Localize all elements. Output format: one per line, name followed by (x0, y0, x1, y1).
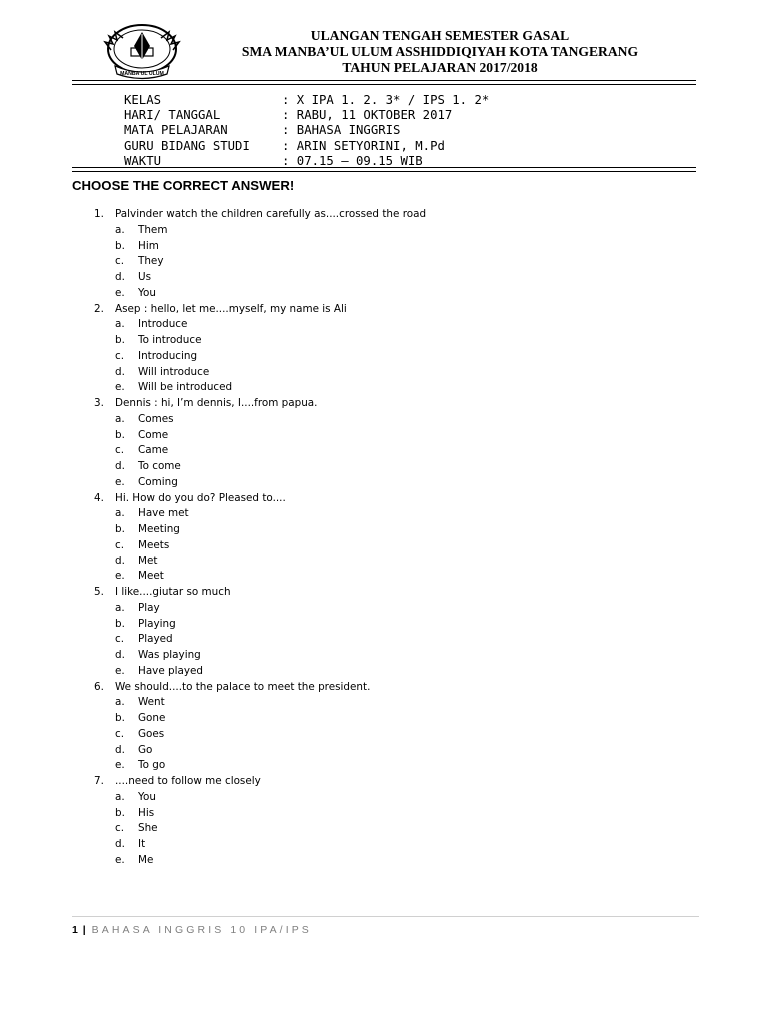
question-line (94, 207, 694, 223)
option-text: Went (138, 696, 165, 709)
question-number: 5. (94, 586, 104, 598)
answer-option (94, 821, 694, 837)
answer-option (94, 711, 694, 727)
option-letter: d. (115, 838, 125, 850)
info-value: : BAHASA INGGRIS (282, 123, 401, 138)
school-name: SMA MANBA’UL ULUM ASSHIDDIQIYAH KOTA TANGERANG (241, 44, 639, 59)
answer-option (94, 758, 694, 774)
answer-option (94, 443, 694, 459)
option-text: To introduce (138, 334, 202, 346)
option-letter: b. (115, 334, 125, 346)
answer-option (94, 727, 694, 743)
question-number: 2. (94, 302, 104, 315)
option-letter: c. (115, 538, 125, 551)
answer-option (94, 617, 694, 633)
option-letter: a. (115, 790, 125, 803)
answer-option (94, 254, 694, 270)
option-letter: c. (115, 349, 125, 362)
option-text: To go (138, 759, 166, 772)
answer-option (94, 790, 694, 806)
answer-option (94, 333, 694, 349)
option-letter: a. (115, 318, 125, 331)
answer-option (94, 286, 694, 302)
question-text: I like....giutar so much (115, 586, 231, 598)
option-letter: b. (115, 428, 125, 441)
option-letter: d. (115, 460, 125, 472)
question-line (94, 585, 694, 601)
info-label: HARI/ TANGGAL (124, 108, 221, 123)
option-text: Played (138, 633, 173, 646)
option-text: Playing (138, 617, 176, 630)
info-label: WAKTU (124, 153, 162, 168)
page-footer (72, 924, 312, 936)
option-letter: b. (115, 239, 125, 252)
info-label: GURU BIDANG STUDI (124, 138, 250, 153)
info-row-subject (124, 123, 489, 138)
answer-option (94, 239, 694, 255)
answer-option (94, 664, 694, 680)
answer-option (94, 648, 694, 664)
option-text: Meeting (138, 523, 180, 535)
question-line (94, 491, 694, 507)
option-text: Goes (138, 727, 165, 740)
option-text: Introducing (138, 349, 198, 362)
question-text: Hi. How do you do? Pleased to.... (115, 491, 286, 504)
question-item (94, 774, 694, 869)
option-text: Them (138, 223, 168, 236)
question-item (94, 585, 694, 680)
option-text: Have met (138, 507, 189, 520)
footer-subject: BAHASA INGGRIS 10 IPA/IPS (91, 924, 312, 936)
option-letter: e. (115, 853, 125, 866)
question-line (94, 396, 694, 412)
answer-option (94, 538, 694, 554)
info-label: MATA PELAJARAN (124, 123, 228, 138)
option-letter: e. (115, 664, 125, 677)
info-row-date (124, 108, 489, 123)
option-text: Come (138, 428, 169, 441)
option-letter: e. (115, 381, 125, 394)
footer-separator: | (82, 924, 86, 936)
question-text: We should....to the palace to meet the president. (115, 680, 371, 693)
answer-option (94, 601, 694, 617)
question-text: Palvinder watch the children carefully as....crossed the road (115, 208, 427, 220)
option-text: Have played (138, 664, 204, 677)
question-number: 6. (94, 680, 104, 693)
option-letter: d. (115, 554, 125, 567)
answer-option (94, 349, 694, 365)
answer-option (94, 695, 694, 711)
option-letter: d. (115, 649, 125, 661)
option-text: Introduce (138, 318, 188, 331)
question-item (94, 396, 694, 491)
option-letter: d. (115, 271, 125, 283)
answer-option (94, 270, 694, 286)
answer-option (94, 506, 694, 522)
option-text: Us (138, 271, 152, 283)
question-text: Asep : hello, let me....myself, my name is Ali (115, 302, 347, 315)
document-header (200, 28, 680, 76)
question-item (94, 207, 694, 302)
option-text: They (138, 255, 164, 268)
answer-option (94, 380, 694, 396)
academic-year: TAHUN PELAJARAN 2017/2018 (342, 60, 538, 75)
info-row-teacher (124, 139, 489, 154)
option-letter: a. (115, 507, 125, 520)
header-divider-top (72, 80, 696, 85)
option-text: Will be introduced (138, 381, 233, 394)
info-value: : X IPA 1. 2. 3* / IPS 1. 2* (282, 93, 490, 107)
question-number: 4. (94, 491, 104, 504)
answer-option (94, 569, 694, 585)
option-text: Comes (138, 412, 174, 425)
option-letter: c. (115, 822, 125, 835)
option-text: Came (138, 444, 169, 457)
answer-option (94, 223, 694, 239)
option-text: Go (138, 743, 153, 756)
info-value: : ARIN SETYORINI, M.Pd (282, 138, 445, 153)
question-number: 3. (94, 397, 104, 409)
option-letter: b. (115, 712, 125, 724)
option-letter: d. (115, 743, 125, 756)
question-line (94, 774, 694, 790)
question-item (94, 680, 694, 775)
option-text: She (138, 822, 158, 835)
answer-option (94, 743, 694, 759)
option-letter: e. (115, 759, 125, 772)
info-row-class (124, 93, 489, 108)
option-text: It (138, 838, 146, 850)
question-text: Dennis : hi, I’m dennis, I....from papua. (115, 397, 318, 409)
info-value: : 07.15 – 09.15 WIB (282, 153, 423, 168)
answer-option (94, 412, 694, 428)
instruction-heading: CHOOSE THE CORRECT ANSWER! (72, 178, 295, 193)
page-number: 1 (72, 924, 78, 936)
answer-option (94, 475, 694, 491)
option-text: You (138, 286, 156, 299)
option-letter: a. (115, 223, 125, 236)
school-seal-icon (103, 20, 181, 82)
question-number: 7. (94, 775, 104, 787)
question-list (94, 207, 694, 869)
option-text: Meet (138, 570, 164, 583)
question-line (94, 302, 694, 318)
option-letter: c. (115, 255, 125, 268)
option-letter: b. (115, 806, 125, 819)
option-text: Was playing (138, 649, 201, 661)
option-text: Play (138, 601, 160, 614)
option-letter: e. (115, 570, 125, 583)
option-text: His (138, 806, 155, 819)
answer-option (94, 632, 694, 648)
option-letter: a. (115, 601, 125, 614)
answer-option (94, 837, 694, 853)
option-text: Me (138, 853, 154, 866)
option-letter: a. (115, 412, 125, 425)
question-text: ....need to follow me closely (115, 775, 261, 787)
option-text: Meets (138, 538, 170, 551)
option-text: Him (138, 239, 159, 252)
answer-option (94, 806, 694, 822)
exam-info (124, 93, 489, 169)
exam-title: ULANGAN TENGAH SEMESTER GASAL (310, 28, 570, 43)
option-letter: c. (115, 444, 125, 457)
option-text: Will introduce (138, 365, 210, 378)
option-text: To come (138, 460, 181, 472)
answer-option (94, 459, 694, 475)
header-divider-bottom (72, 167, 696, 172)
option-letter: e. (115, 286, 125, 299)
question-item (94, 302, 694, 397)
answer-option (94, 853, 694, 869)
option-letter: c. (115, 633, 125, 646)
info-value: : RABU, 11 OKTOBER 2017 (282, 108, 453, 123)
answer-option (94, 317, 694, 333)
info-label: KELAS (124, 93, 162, 107)
option-letter: b. (115, 617, 125, 630)
answer-option (94, 554, 694, 570)
option-letter: e. (115, 475, 125, 488)
answer-option (94, 428, 694, 444)
option-letter: c. (115, 727, 125, 740)
answer-option (94, 365, 694, 381)
logo-text: MANBA'UL ULUM (120, 71, 164, 77)
option-letter: b. (115, 523, 125, 535)
answer-option (94, 522, 694, 538)
option-text: Gone (138, 712, 166, 724)
school-logo (103, 20, 181, 82)
option-text: Coming (138, 475, 178, 488)
option-letter: a. (115, 696, 125, 709)
question-item (94, 491, 694, 586)
question-line (94, 680, 694, 696)
footer-divider (72, 916, 699, 917)
option-letter: d. (115, 365, 125, 378)
option-text: Met (138, 554, 158, 567)
question-number: 1. (94, 208, 104, 220)
option-text: You (138, 790, 156, 803)
